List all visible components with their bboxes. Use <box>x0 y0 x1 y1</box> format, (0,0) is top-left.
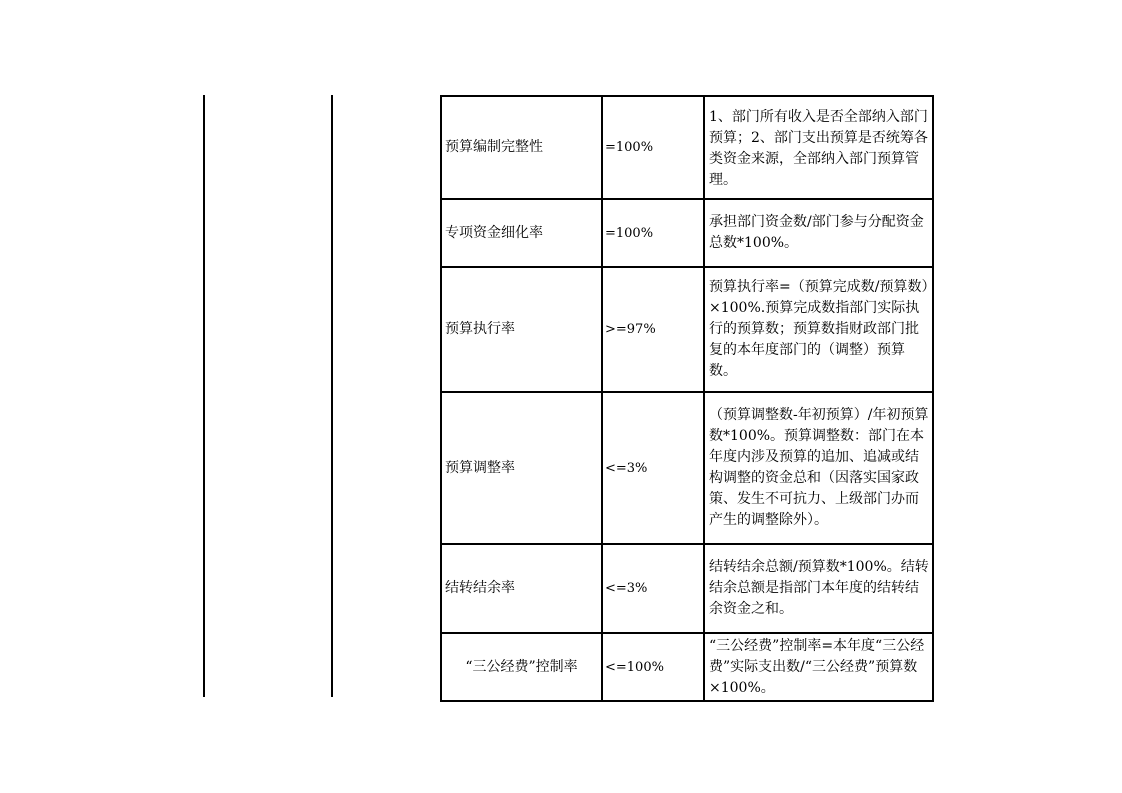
metric-target: =100% <box>602 199 704 267</box>
metric-name: “三公经费”控制率 <box>441 633 602 701</box>
metric-name: 预算编制完整性 <box>441 96 602 199</box>
metric-target: =100% <box>602 96 704 199</box>
metric-description: 1、部门所有收入是否全部纳入部门预算；2、部门支出预算是否统筹各类资金来源，全部纳入部门预算管理。 <box>704 96 933 199</box>
metric-description: “三公经费”控制率=本年度“三公经费”实际支出数/“三公经费”预算数×100%。 <box>704 633 933 701</box>
metric-name: 专项资金细化率 <box>441 199 602 267</box>
metric-name: 结转结余率 <box>441 544 602 633</box>
left-column-border <box>203 95 205 697</box>
category-column-border <box>331 95 333 697</box>
metric-name: 预算调整率 <box>441 392 602 544</box>
table-row <box>441 267 933 392</box>
metric-target: <=3% <box>602 392 704 544</box>
metric-target: <=3% <box>602 544 704 633</box>
table-row <box>441 199 933 267</box>
table-row <box>441 96 933 199</box>
table-row <box>441 392 933 544</box>
metric-description: 承担部门资金数/部门参与分配资金总数*100%。 <box>704 199 933 267</box>
table-row <box>441 544 933 633</box>
metric-target: <=100% <box>602 633 704 701</box>
metric-description: （预算调整数-年初预算）/年初预算数*100%。预算调整数：部门在本年度内涉及预算的追加、追减或结构调整的资金总和（因落实国家政策、发生不可抗力、上级部门办而产生的调整除外）。 <box>704 392 933 544</box>
table-row <box>441 633 933 701</box>
metric-description: 结转结余总额/预算数*100%。结转结余总额是指部门本年度的结转结余资金之和。 <box>704 544 933 633</box>
metric-target: >=97% <box>602 267 704 392</box>
budget-metrics-table <box>440 95 934 702</box>
metric-description: 预算执行率=（预算完成数/预算数）×100%.预算完成数指部门实际执行的预算数；预算数指财政部门批复的本年度部门的（调整）预算数。 <box>704 267 933 392</box>
metric-name: 预算执行率 <box>441 267 602 392</box>
